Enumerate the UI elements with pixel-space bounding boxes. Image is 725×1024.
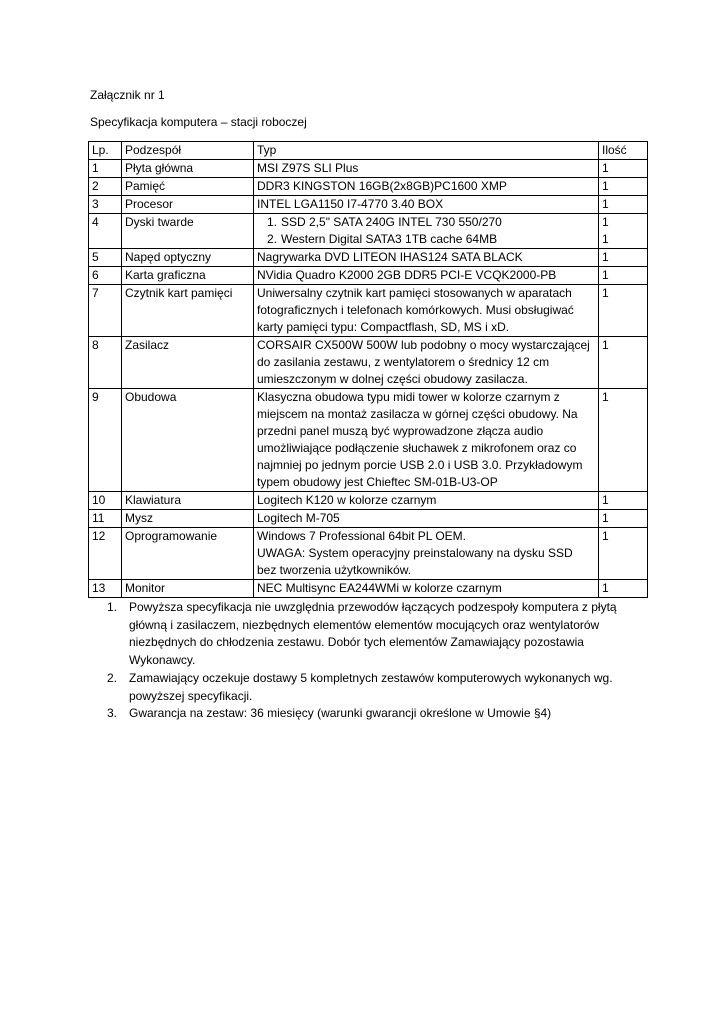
type-line: karty pamięci typu: Compactflash, SD, MS i xD.: [257, 320, 510, 334]
type-line: umieszczonym w dolnej części obudowy zasilacza.: [257, 372, 528, 386]
type-line: CORSAIR CX500W 500W lub podobny o mocy wystarczającej: [257, 338, 590, 352]
row-number: 10: [89, 492, 122, 510]
row-number: 5: [89, 249, 122, 267]
component-name: Napęd optyczny: [122, 249, 254, 267]
type-line: Windows 7 Professional 64bit PL OEM.: [257, 529, 466, 543]
note-line: Zamawiający oczekuje dostawy 5 kompletnych zestawów komputerowych wykonanych wg.: [129, 670, 613, 685]
table-row: [89, 160, 648, 178]
component-name: Pamięć: [122, 178, 254, 196]
quantity: [599, 214, 648, 249]
header-quantity: Ilość: [599, 142, 648, 160]
table-row: [89, 249, 648, 267]
quantity: [599, 285, 648, 337]
table-row: [89, 580, 648, 598]
row-number: 9: [89, 389, 122, 492]
type-line: Nagrywarka DVD LITEON IHAS124 SATA BLACK: [257, 250, 523, 264]
component-type: [254, 389, 599, 492]
quantity: [599, 178, 648, 196]
component-type: [254, 528, 599, 580]
component-name: Karta graficzna: [122, 267, 254, 285]
type-list-item: [257, 214, 595, 231]
specification-title: Specyfikacja komputera – stacji roboczej: [90, 115, 307, 129]
header-lp: Lp.: [89, 142, 122, 160]
type-line: INTEL LGA1150 I7-4770 3.40 BOX: [257, 197, 444, 211]
type-line: NVidia Quadro K2000 2GB DDR5 PCI-E VCQK2000-PB: [257, 268, 557, 282]
table-row: [89, 492, 648, 510]
header-component: Podzespół: [122, 142, 254, 160]
quantity: [599, 492, 648, 510]
row-number: 11: [89, 510, 122, 528]
row-number: 7: [89, 285, 122, 337]
type-list-number: 2.: [266, 232, 277, 246]
type-line: NEC Multisync EA244WMi w kolorze czarnym: [257, 581, 502, 595]
type-list-text: Western Digital SATA3 1TB cache 64MB: [281, 232, 498, 246]
header-type: Typ: [254, 142, 599, 160]
note-item: [107, 705, 647, 723]
quantity-value: 1: [602, 161, 609, 175]
component-type: [254, 492, 599, 510]
notes-list: [107, 599, 647, 723]
quantity-value: 1: [602, 250, 609, 264]
type-line: Logitech M-705: [257, 511, 340, 525]
component-name: Klawiatura: [122, 492, 254, 510]
type-list-number: 1.: [266, 215, 277, 229]
type-line: przedni panel muszą być wyprowadzone złącza audio: [257, 424, 544, 438]
row-number: 6: [89, 267, 122, 285]
row-number: 2: [89, 178, 122, 196]
component-name: Zasilacz: [122, 337, 254, 389]
type-line: bez tworzenia użytkowników.: [257, 563, 412, 577]
table-row: [89, 196, 648, 214]
quantity-value: 1: [602, 511, 609, 525]
quantity-value: 1: [602, 215, 609, 229]
table-row: [89, 214, 648, 249]
table-row: [89, 337, 648, 389]
type-list-item: [257, 231, 595, 248]
type-line: najmniej po jednym porcie USB 2.0 i USB 3.0. Przykładowym: [257, 458, 583, 472]
row-number: 4: [89, 214, 122, 249]
quantity-value: 1: [602, 529, 609, 543]
note-line: główną i zasilaczem, niezbędnych elementów elementów mocujących oraz wentylatorów: [129, 617, 600, 632]
note-item: [107, 670, 647, 705]
component-name: Procesor: [122, 196, 254, 214]
component-name: Czytnik kart pamięci: [122, 285, 254, 337]
quantity-value: 1: [602, 179, 609, 193]
note-number: 3.: [107, 706, 118, 721]
note-line: Powyższa specyfikacja nie uwzględnia przewodów łączących podzespoły komputera z płytą: [129, 600, 617, 614]
specification-table: [88, 141, 648, 598]
quantity: [599, 196, 648, 214]
table-header-row: [89, 142, 648, 160]
component-type: [254, 214, 599, 249]
type-line: umożliwiające podłączenie słuchawek z mikrofonem oraz co: [257, 441, 577, 455]
table-row: [89, 178, 648, 196]
component-type: [254, 580, 599, 598]
component-type: [254, 337, 599, 389]
table-body: [89, 160, 648, 598]
row-number: 3: [89, 196, 122, 214]
note-line: Wykonawcy.: [129, 653, 196, 668]
type-line: MSI Z97S SLI Plus: [257, 161, 359, 175]
quantity: [599, 249, 648, 267]
type-line: Logitech K120 w kolorze czarnym: [257, 493, 437, 507]
table-row: [89, 510, 648, 528]
row-number: 8: [89, 337, 122, 389]
quantity-value: 1: [602, 338, 609, 352]
component-name: Dyski twarde: [122, 214, 254, 249]
type-line: UWAGA: System operacyjny preinstalowany na dysku SSD: [257, 546, 573, 560]
quantity-value: 1: [602, 390, 609, 404]
row-number: 13: [89, 580, 122, 598]
quantity: [599, 580, 648, 598]
component-type: [254, 285, 599, 337]
table-row: [89, 285, 648, 337]
quantity-value: 1: [602, 197, 609, 211]
type-line: DDR3 KINGSTON 16GB(2x8GB)PC1600 XMP: [257, 179, 507, 193]
component-type: [254, 196, 599, 214]
row-number: 12: [89, 528, 122, 580]
type-line: Klasyczna obudowa typu midi tower w kolorze czarnym z: [257, 390, 560, 404]
quantity: [599, 528, 648, 580]
row-number: 1: [89, 160, 122, 178]
type-list-text: SSD 2,5" SATA 240G INTEL 730 550/270: [281, 215, 502, 229]
quantity: [599, 510, 648, 528]
attachment-label: Załącznik nr 1: [90, 88, 165, 102]
type-line: do zasilania zestawu, z wentylatorem o średnicy 12 cm: [257, 355, 550, 369]
quantity-value: 1: [602, 493, 609, 507]
component-type: [254, 160, 599, 178]
type-line: fotograficznych i telefonach komórkowych. Musi obsługiwać: [257, 303, 574, 317]
quantity-value: 1: [602, 268, 609, 282]
table-row: [89, 389, 648, 492]
component-name: Oprogramowanie: [122, 528, 254, 580]
table-row: [89, 528, 648, 580]
component-type: [254, 267, 599, 285]
quantity: [599, 337, 648, 389]
quantity-value: 1: [602, 286, 609, 300]
type-line: typem obudowy jest Chieftec SM-01B-U3-OP: [257, 475, 498, 489]
quantity: [599, 267, 648, 285]
quantity-value: 1: [602, 232, 609, 246]
note-line: niezbędnych do chłodzenia zestawu. Dobór tych elementów Zamawiający pozostawia: [129, 635, 584, 650]
quantity: [599, 389, 648, 492]
component-name: Monitor: [122, 580, 254, 598]
component-type: [254, 510, 599, 528]
table-row: [89, 267, 648, 285]
note-line: powyższej specyfikacji.: [129, 688, 253, 703]
quantity-value: 1: [602, 581, 609, 595]
component-name: Mysz: [122, 510, 254, 528]
component-type: [254, 249, 599, 267]
component-type: [254, 178, 599, 196]
quantity: [599, 160, 648, 178]
note-line: Gwarancja na zestaw: 36 miesięcy (warunki gwarancji określone w Umowie §4): [129, 706, 552, 721]
note-item: [107, 599, 647, 670]
component-name: Obudowa: [122, 389, 254, 492]
note-number: 1.: [107, 600, 118, 614]
note-number: 2.: [107, 670, 118, 685]
component-name: Płyta główna: [122, 160, 254, 178]
type-line: miejscem na montaż zasilacza w górnej części obudowy. Na: [257, 407, 578, 421]
type-line: Uniwersalny czytnik kart pamięci stosowanych w aparatach: [257, 286, 572, 300]
